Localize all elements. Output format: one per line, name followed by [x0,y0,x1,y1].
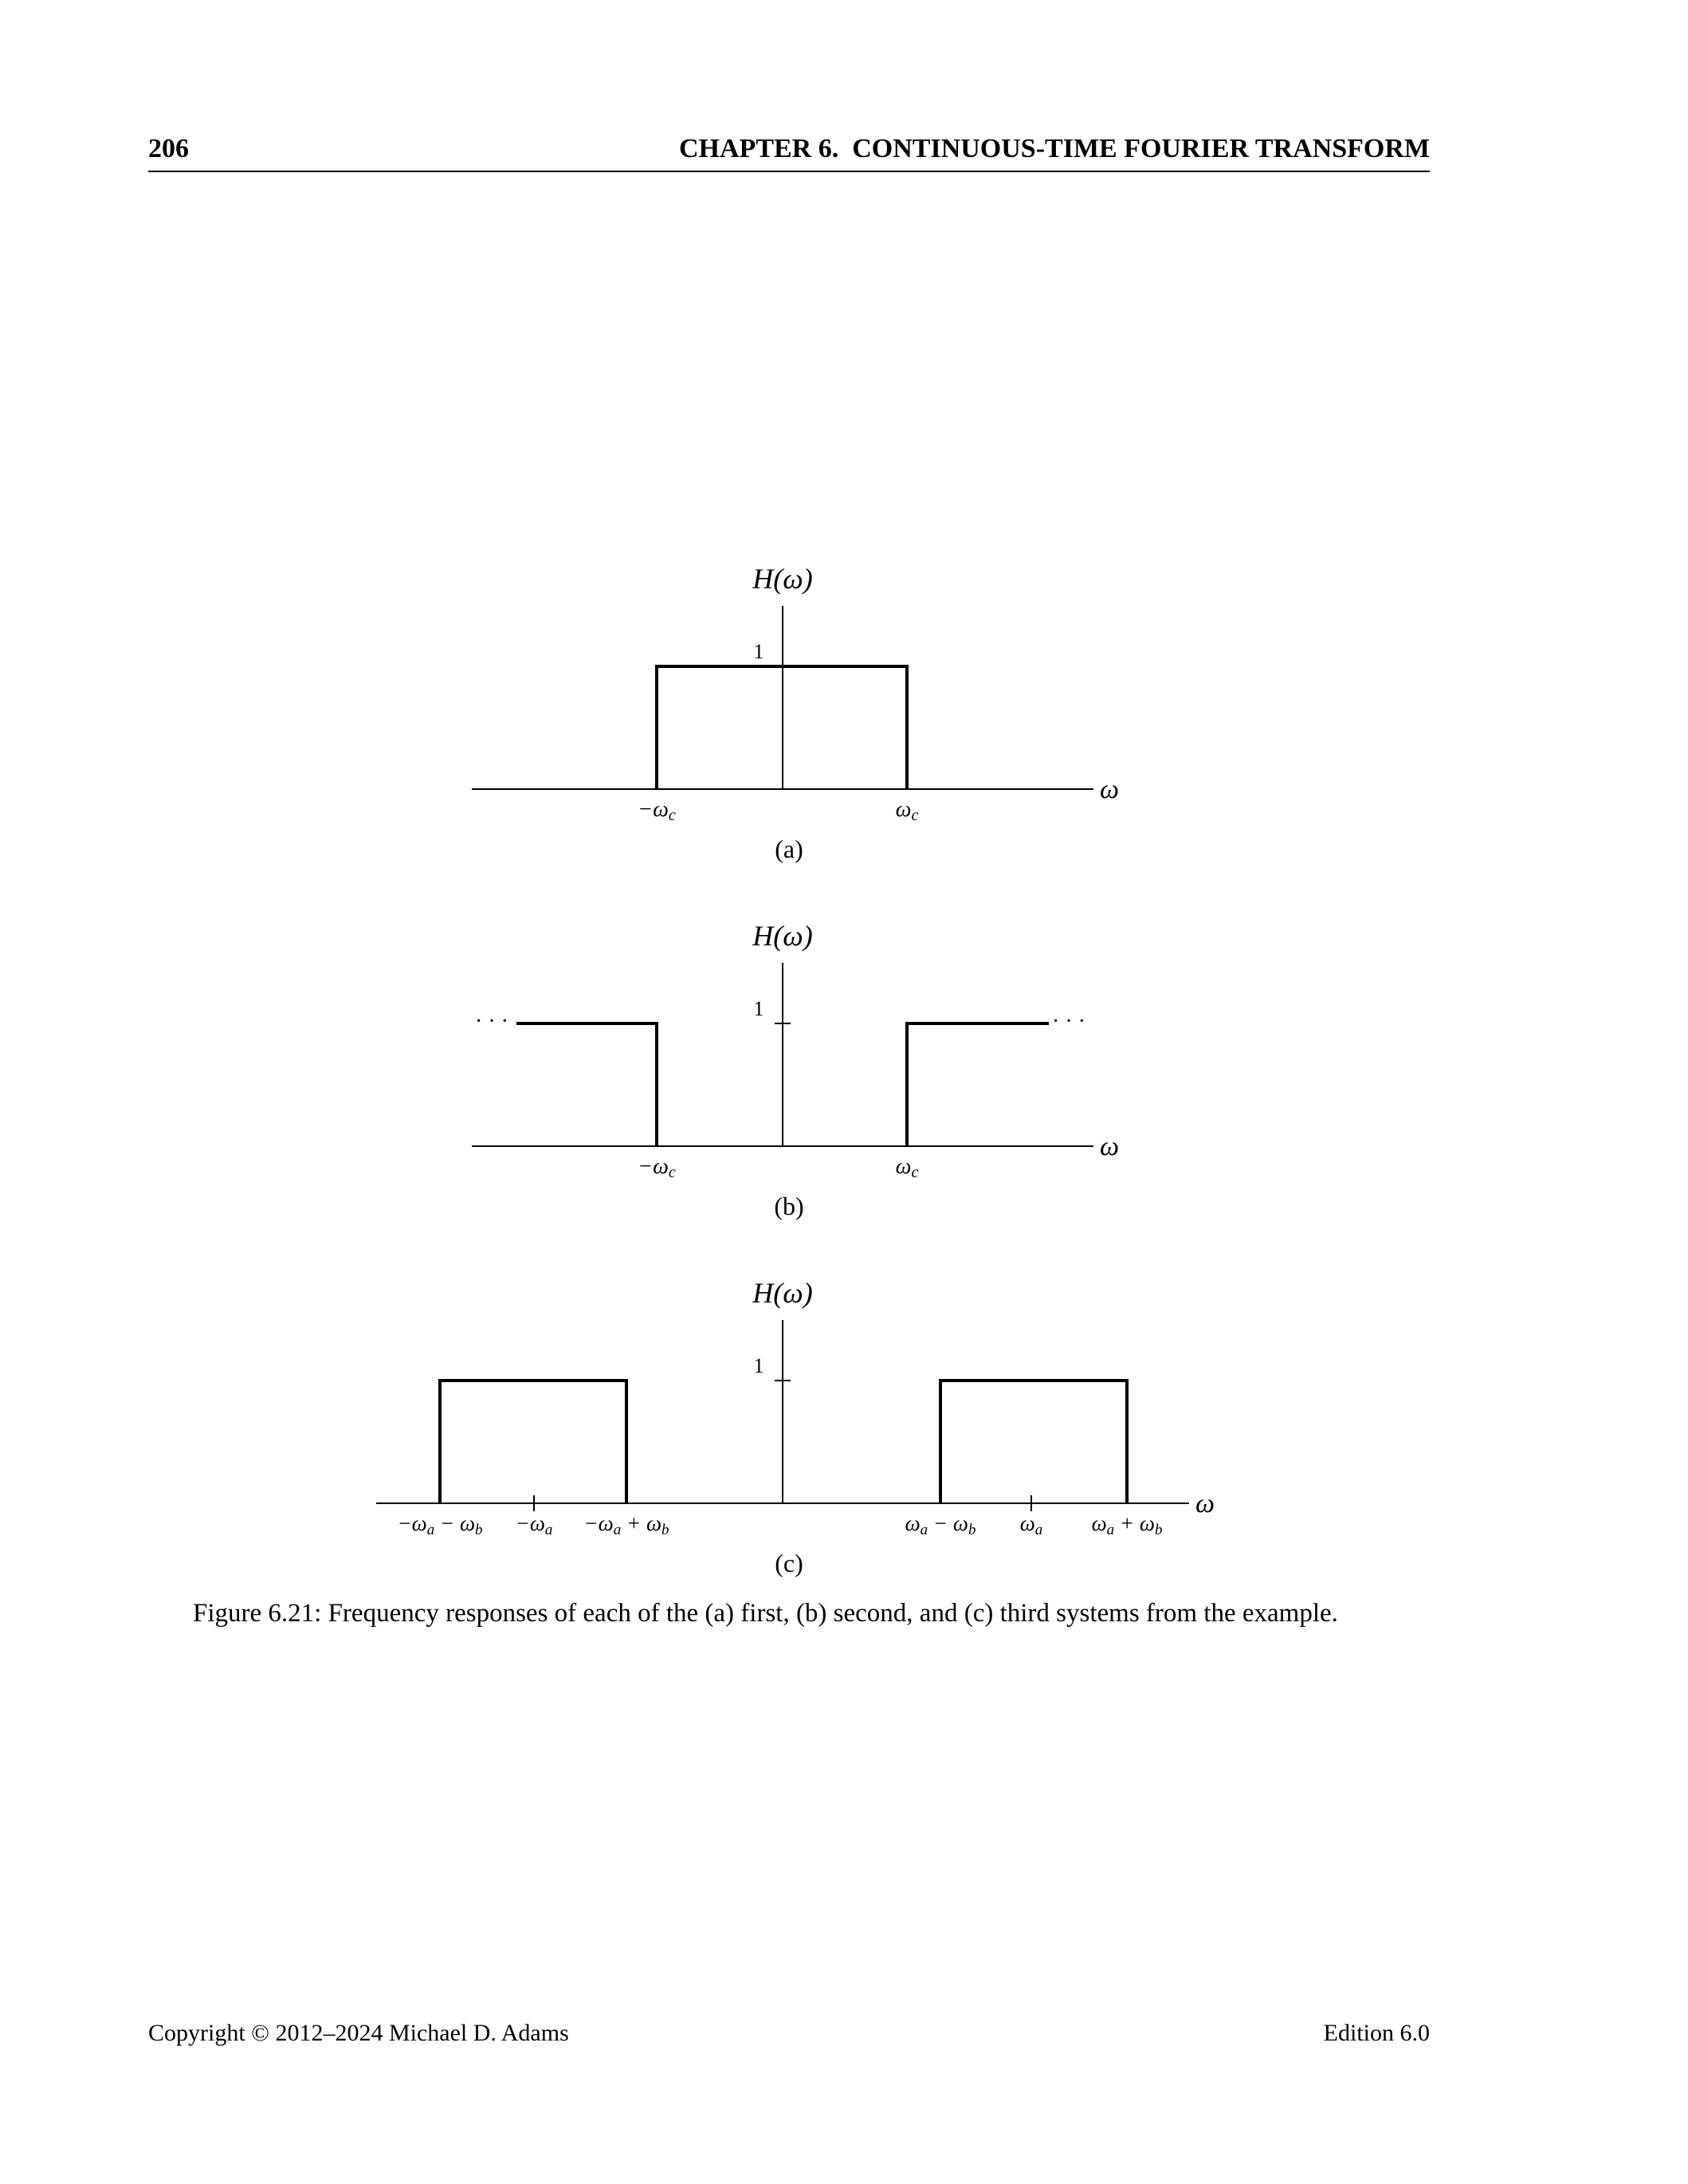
copyright-notice: Copyright © 2012–2024 Michael D. Adams [148,2020,569,2046]
panel-a-sublabel: (a) [775,835,803,863]
figure-caption: Figure 6.21: Frequency responses of each of the (a) first, (b) second, and (c) third systems from the example. [193,1599,1338,1628]
edition-label: Edition 6.0 [1323,2020,1430,2046]
panel-a-x-tick-label-neg: −ωc [638,797,676,824]
panel-a-y-label: H(ω) [752,563,813,595]
panel-c-x-tick-label-5: ωa [1019,1511,1043,1538]
panel-c-bandpass-left [440,1381,626,1503]
panel-c-x-tick-label-6: ωa + ωb [1091,1511,1163,1538]
panel-c-y-label: H(ω) [752,1277,813,1309]
panel-b-ellipsis-left: · · · [475,1009,508,1034]
panel-b [472,920,1119,1220]
panel-c-x-label: ω [1195,1489,1215,1518]
panel-a-x-label: ω [1100,775,1120,804]
panel-b-highpass-left [516,1023,657,1146]
panel-c-y-tick-label: 1 [753,1354,764,1377]
panel-a-x-tick-label-pos: ωc [895,797,919,824]
panel-a-y-tick-label: 1 [753,640,764,663]
panel-b-x-label: ω [1100,1132,1120,1161]
panel-a [472,563,1119,863]
chapter-title: CHAPTER 6. CONTINUOUS-TIME FOURIER TRANSFORM [679,134,1430,163]
panel-b-x-tick-label-pos: ωc [895,1154,919,1181]
panel-b-ellipsis-right: · · · [1052,1009,1085,1034]
page-number: 206 [148,134,189,163]
panel-b-x-tick-label-neg: −ωc [638,1154,676,1181]
panel-b-highpass-right [907,1023,1049,1146]
panel-c [376,1277,1215,1577]
panel-c-x-tick-label-4: ωa − ωb [905,1511,976,1538]
panel-c-x-tick-label-3: −ωa + ωb [583,1511,669,1538]
panel-b-sublabel: (b) [774,1192,804,1220]
panel-b-y-label: H(ω) [752,920,813,952]
panel-c-sublabel: (c) [775,1549,803,1577]
panel-c-bandpass-right [940,1381,1127,1503]
panel-c-x-tick-label-2: −ωa [515,1511,553,1538]
panel-c-x-tick-label-1: −ωa − ωb [397,1511,483,1538]
panel-b-y-tick-label: 1 [753,997,764,1020]
